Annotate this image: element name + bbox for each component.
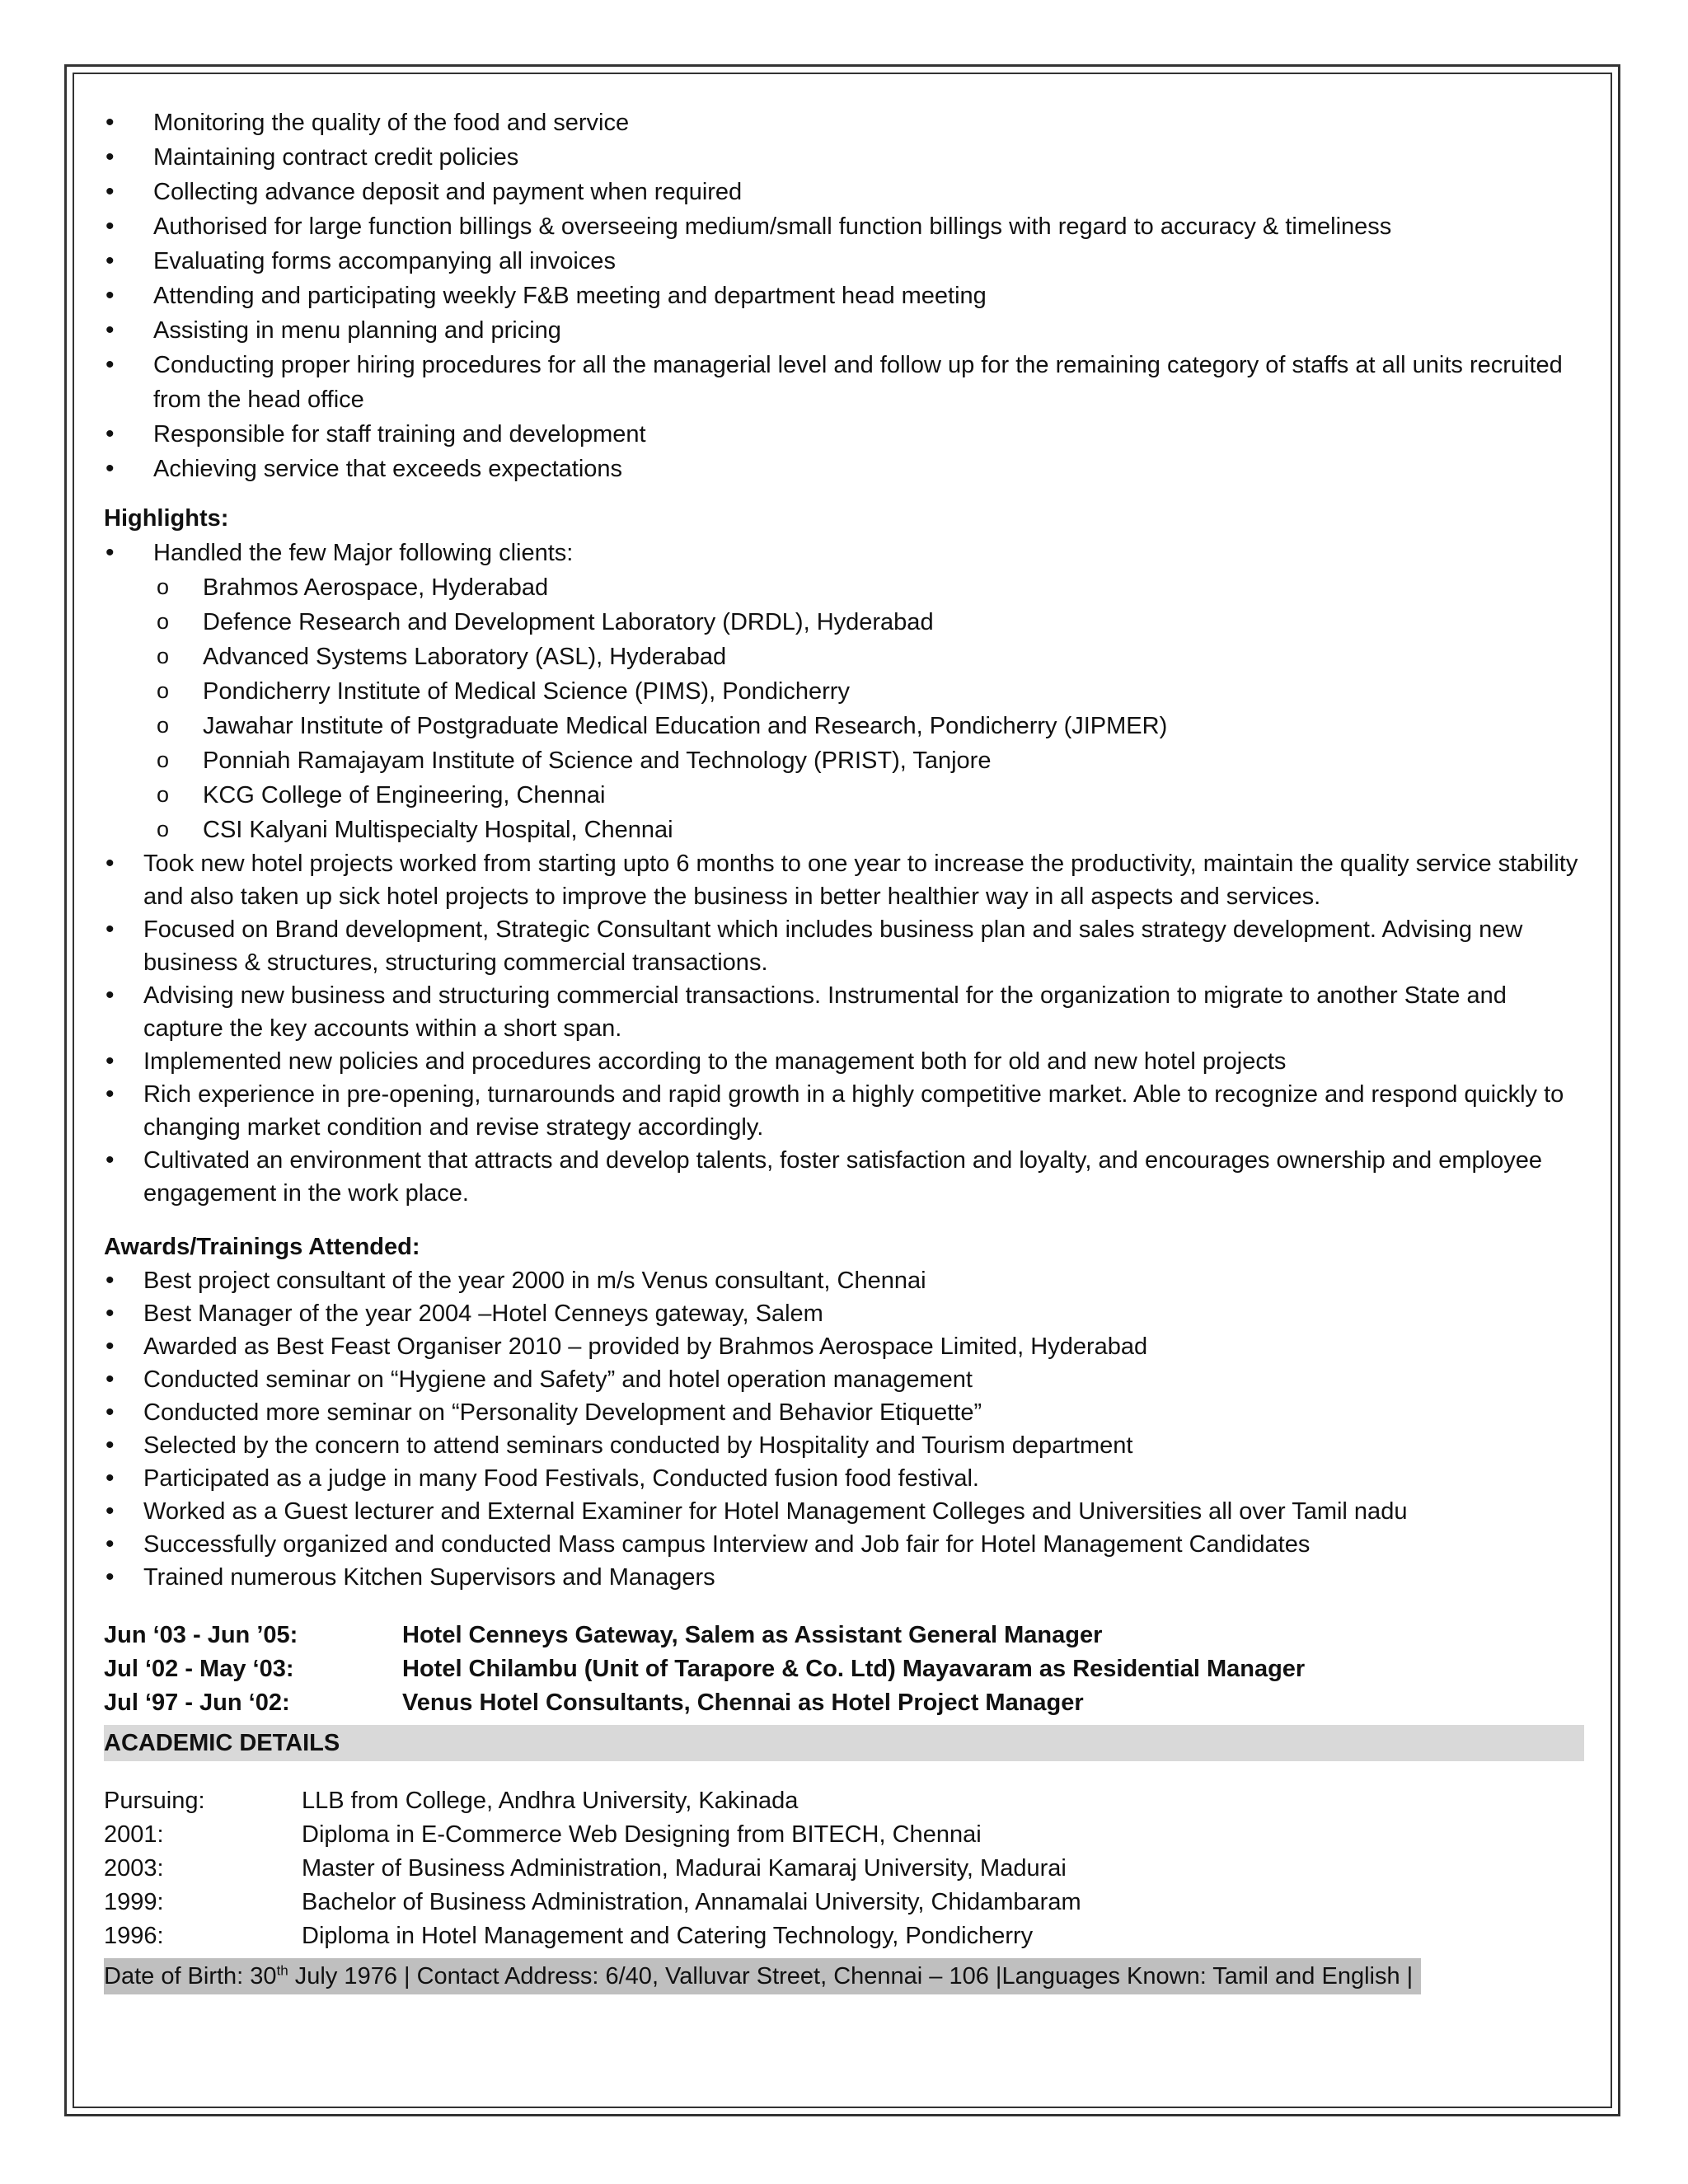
academic-detail: Diploma in Hotel Management and Catering Technology, Pondicherry xyxy=(302,1923,1034,1949)
list-item: • Best project consultant of the year 2000 in m/s Venus consultant, Chennai xyxy=(104,1264,1584,1297)
highlights-clients-list xyxy=(104,536,1584,847)
academic-year: 2001: xyxy=(104,1821,164,1848)
spacer xyxy=(104,1210,1584,1230)
list-item: o KCG College of Engineering, Chennai xyxy=(104,778,1584,813)
list-item: • Selected by the concern to attend seminars conducted by Hospitality and Tourism department xyxy=(104,1429,1584,1462)
awards-list xyxy=(104,1264,1584,1594)
awards-heading: Awards/Trainings Attended: xyxy=(104,1234,420,1260)
spacer xyxy=(104,1594,1584,1619)
dob-suffix: July 1976 | Contact Address: 6/40, Valluvar Street, Chennai – 106 |Languages Known: Tamil and English | xyxy=(288,1963,1414,1990)
list-item: • Responsible for staff training and development xyxy=(104,417,1584,452)
academic-detail: Diploma in E-Commerce Web Designing from BITECH, Chennai xyxy=(302,1821,982,1848)
list-item: • Took new hotel projects worked from starting upto 6 months to one year to increase the productivity, maintain the quality service stability and also taken up sick hotel projects to improve the business in better healthier way in all aspects and services. xyxy=(104,847,1584,913)
academic-row xyxy=(104,1919,1584,1953)
list-item: • Advising new business and structuring commercial transactions. Instrumental for the organization to migrate to another State and capture the key accounts within a short span. xyxy=(104,979,1584,1045)
academic-row xyxy=(104,1784,1584,1818)
experience-role: Hotel Cenneys Gateway, Salem as Assistant General Manager xyxy=(402,1622,1103,1648)
list-item: • Cultivated an environment that attracts and develop talents, foster satisfaction and loyalty, and encourages ownership and employee engagement in the work place. xyxy=(104,1144,1584,1210)
experience-row xyxy=(104,1652,1584,1686)
list-item: • Authorised for large function billings & overseeing medium/small function billings with regard to accuracy & timeliness xyxy=(104,209,1584,244)
list-item: o Brahmos Aerospace, Hyderabad xyxy=(104,570,1584,605)
experience-role: Hotel Chilambu (Unit of Tarapore & Co. Ltd) Mayavaram as Residential Manager xyxy=(402,1656,1306,1682)
academic-row xyxy=(104,1818,1584,1852)
academic-year: 2003: xyxy=(104,1855,164,1882)
list-item: • Conducted more seminar on “Personality Development and Behavior Etiquette” xyxy=(104,1396,1584,1429)
list-item: • Successfully organized and conducted Mass campus Interview and Job fair for Hotel Management Candidates xyxy=(104,1528,1584,1561)
academic-detail: LLB from College, Andhra University, Kakinada xyxy=(302,1788,799,1814)
experience-period: Jul ‘02 - May ‘03: xyxy=(104,1656,294,1682)
list-item: o Advanced Systems Laboratory (ASL), Hyderabad xyxy=(104,640,1584,674)
experience-period: Jun ‘03 - Jun ’05: xyxy=(104,1622,298,1648)
list-item: • Attending and participating weekly F&B meeting and department head meeting xyxy=(104,279,1584,313)
academic-list xyxy=(104,1784,1584,1953)
list-item: • Trained numerous Kitchen Supervisors and Managers xyxy=(104,1561,1584,1594)
list-item: • Rich experience in pre-opening, turnarounds and rapid growth in a highly competitive market. Able to recognize and respond quickly to changing market condition and revise strategy accordingly. xyxy=(104,1078,1584,1144)
list-item: • Achieving service that exceeds expectations xyxy=(104,452,1584,486)
highlights-list xyxy=(104,847,1584,1210)
experience-row xyxy=(104,1619,1584,1652)
personal-info-bar xyxy=(104,1958,1421,1994)
academic-row xyxy=(104,1852,1584,1886)
experience-period: Jul ‘97 - Jun ‘02: xyxy=(104,1690,290,1716)
list-item: o Pondicherry Institute of Medical Science (PIMS), Pondicherry xyxy=(104,674,1584,709)
clients-intro: Handled the few Major following clients: xyxy=(153,540,574,566)
duties-list xyxy=(104,105,1584,486)
list-item: • Worked as a Guest lecturer and External Examiner for Hotel Management Colleges and Universities all over Tamil nadu xyxy=(104,1495,1584,1528)
list-item: • Evaluating forms accompanying all invoices xyxy=(104,244,1584,279)
experience-row xyxy=(104,1686,1584,1720)
clients-sublist xyxy=(104,570,1584,847)
list-item: o Jawahar Institute of Postgraduate Medical Education and Research, Pondicherry (JIPMER) xyxy=(104,709,1584,743)
list-item: • Conducted seminar on “Hygiene and Safety” and hotel operation management xyxy=(104,1363,1584,1396)
resume-content xyxy=(104,105,1584,1994)
experience-role: Venus Hotel Consultants, Chennai as Hotel Project Manager xyxy=(402,1690,1084,1716)
list-item: • Monitoring the quality of the food and service xyxy=(104,105,1584,140)
spacer xyxy=(104,1761,1584,1784)
dob-prefix: Date of Birth: 30 xyxy=(104,1963,277,1990)
list-item: • Focused on Brand development, Strategic Consultant which includes business plan and sales strategy development. Advising new business & structures, structuring commercial transactions. xyxy=(104,913,1584,979)
list-item: • Participated as a judge in many Food Festivals, Conducted fusion food festival. xyxy=(104,1462,1584,1495)
list-item: • Best Manager of the year 2004 –Hotel Cenneys gateway, Salem xyxy=(104,1297,1584,1330)
academic-heading: ACADEMIC DETAILS xyxy=(104,1725,1584,1761)
list-item: o Ponniah Ramajayam Institute of Science and Technology (PRIST), Tanjore xyxy=(104,743,1584,778)
list-item: o CSI Kalyani Multispecialty Hospital, Chennai xyxy=(104,813,1584,847)
list-item xyxy=(104,536,1584,847)
experience-list xyxy=(104,1619,1584,1720)
academic-row xyxy=(104,1886,1584,1919)
academic-year: Pursuing: xyxy=(104,1788,205,1814)
academic-year: 1996: xyxy=(104,1923,164,1949)
academic-detail: Master of Business Administration, Madurai Kamaraj University, Madurai xyxy=(302,1855,1067,1882)
list-item: o Defence Research and Development Laboratory (DRDL), Hyderabad xyxy=(104,605,1584,640)
list-item: • Assisting in menu planning and pricing xyxy=(104,313,1584,348)
highlights-heading: Highlights: xyxy=(104,505,229,532)
list-item: • Implemented new policies and procedures according to the management both for old and new hotel projects xyxy=(104,1045,1584,1078)
list-item: • Collecting advance deposit and payment when required xyxy=(104,175,1584,209)
list-item: • Conducting proper hiring procedures for all the managerial level and follow up for the remaining category of staffs at all units recruited from the head office xyxy=(104,348,1584,417)
list-item: • Awarded as Best Feast Organiser 2010 – provided by Brahmos Aerospace Limited, Hyderabad xyxy=(104,1330,1584,1363)
dob-ordinal: th xyxy=(276,1962,288,1979)
academic-detail: Bachelor of Business Administration, Annamalai University, Chidambaram xyxy=(302,1889,1081,1915)
list-item: • Maintaining contract credit policies xyxy=(104,140,1584,175)
academic-year: 1999: xyxy=(104,1889,164,1915)
